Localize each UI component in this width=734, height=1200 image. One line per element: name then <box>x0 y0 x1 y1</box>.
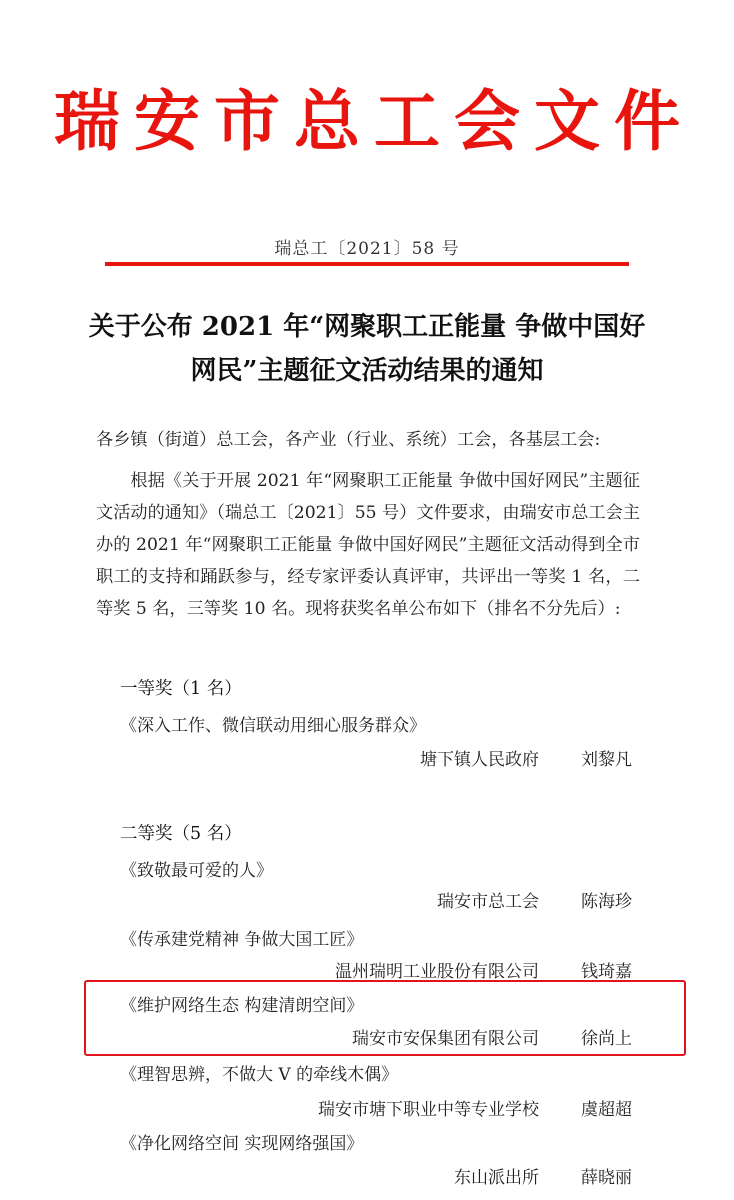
entry-unit: 瑞安市安保集团有限公司 <box>352 1029 539 1049</box>
notice-title <box>80 305 654 393</box>
notice-title-line2: 网民”主题征文活动结果的通知 <box>190 356 544 386</box>
entry-unit: 塘下镇人民政府 <box>420 750 539 770</box>
entry-title: 《理智思辨，不做大 V 的牵线木偶》 <box>120 1065 399 1085</box>
entry-unit: 东山派出所 <box>454 1168 539 1188</box>
red-divider-line <box>105 262 629 266</box>
first-prize-heading: 一等奖（1 名） <box>120 679 242 699</box>
entry-name: 刘黎凡 <box>581 750 632 770</box>
entry-name: 薛晓丽 <box>581 1168 632 1188</box>
entry-title: 《传承建党精神 争做大国工匠》 <box>120 930 364 950</box>
body-paragraph: 根据《关于开展 2021 年“网聚职工正能量 争做中国好网民”主题征文活动的通知》（瑞总工〔2021〕55 号）文件要求，由瑞安市总工会主办的 2021 年“网聚职工正能量 争做中国好网民”主题征文活动得到全市职工的支持和踊跃参与，经专家评委认真评审，共评出一等奖 1 名，二等奖 5 名，三等奖 10 名。现将获奖名单公布如下（排名不分先后）: <box>96 471 640 619</box>
second-prize-heading: 二等奖（5 名） <box>120 824 242 844</box>
entry-title: 《净化网络空间 实现网络强国》 <box>120 1134 364 1154</box>
document-number: 瑞总工〔2021〕58 号 <box>274 239 460 259</box>
document-masthead: 瑞安市总工会文件 <box>54 83 694 160</box>
entry-title: 《维护网络生态 构建清朗空间》 <box>120 996 364 1016</box>
entry-name: 虞超超 <box>581 1100 632 1120</box>
entry-title: 《致敬最可爱的人》 <box>120 861 273 881</box>
salutation: 各乡镇（街道）总工会，各产业（行业、系统）工会，各基层工会: <box>96 430 601 450</box>
entry-unit: 瑞安市塘下职业中等专业学校 <box>318 1100 539 1120</box>
notice-title-line1: 关于公布 2021 年“网聚职工正能量 争做中国好 <box>88 312 646 342</box>
entry-unit: 瑞安市总工会 <box>437 892 539 912</box>
entry-unit: 温州瑞明工业股份有限公司 <box>335 962 539 982</box>
entry-name: 徐尚上 <box>581 1029 632 1049</box>
entry-name: 钱琦嘉 <box>581 962 632 982</box>
entry-name: 陈海珍 <box>581 892 632 912</box>
entry-title: 《深入工作、微信联动用细心服务群众》 <box>120 716 426 736</box>
